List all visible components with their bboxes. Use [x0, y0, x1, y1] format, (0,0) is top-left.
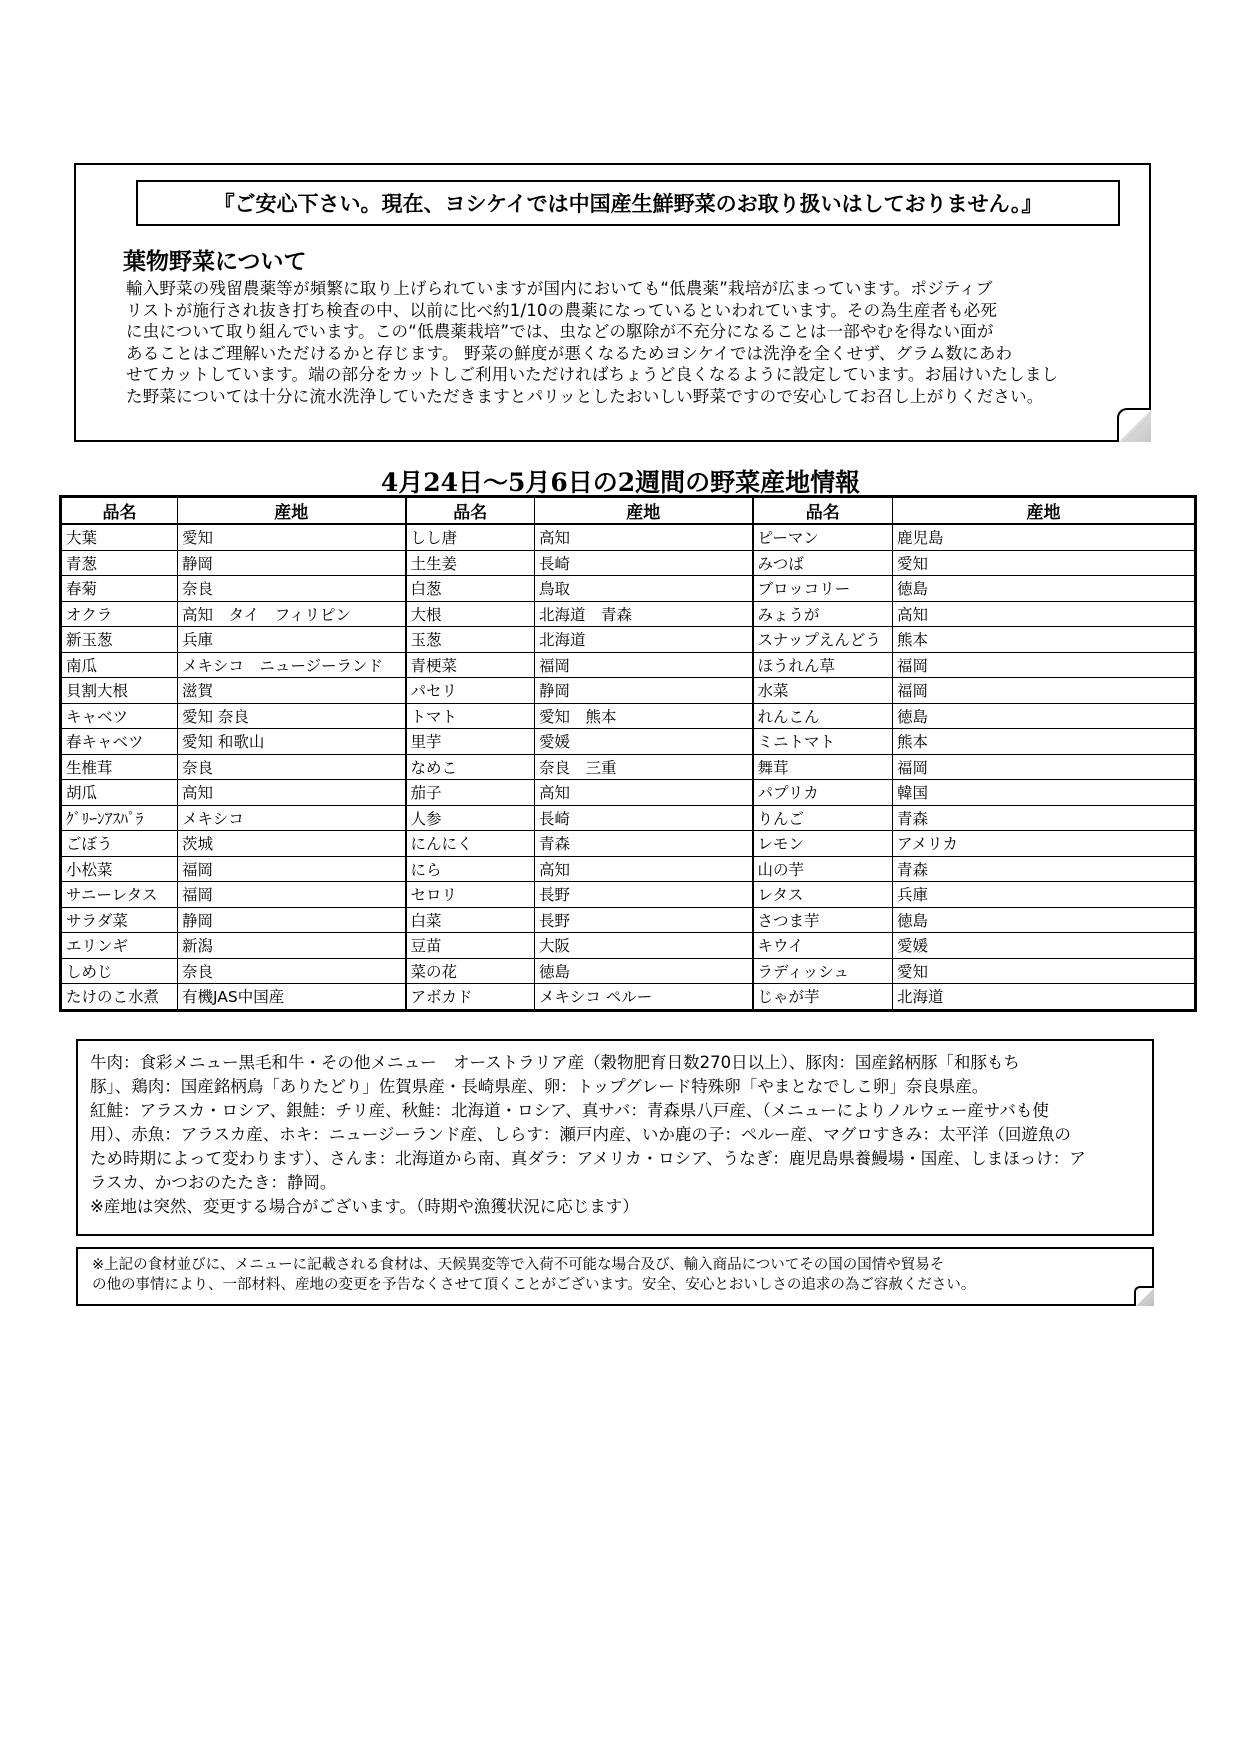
vegetable-name: たけのこ水煮 — [61, 984, 178, 1011]
vegetable-origin: 徳島 — [535, 958, 753, 984]
vegetable-name: みょうが — [753, 601, 893, 627]
vegetable-name: ピーマン — [753, 524, 893, 550]
vegetable-origin: 愛知 和歌山 — [178, 729, 406, 755]
vegetable-name: 生椎茸 — [61, 754, 178, 780]
vegetable-name: しし唐 — [406, 524, 535, 550]
vegetable-origin: 北海道 青森 — [535, 601, 753, 627]
header-origin: 産地 — [535, 497, 753, 525]
vegetable-name: レモン — [753, 831, 893, 857]
vegetable-name: しめじ — [61, 958, 178, 984]
vegetable-origin: 高知 — [535, 856, 753, 882]
vegetable-name: 里芋 — [406, 729, 535, 755]
vegetable-name: 水菜 — [753, 678, 893, 704]
vegetable-name: ごぼう — [61, 831, 178, 857]
vegetable-origin: 兵庫 — [178, 627, 406, 653]
table-row — [61, 907, 1196, 933]
vegetable-name: 大根 — [406, 601, 535, 627]
table-row — [61, 831, 1196, 857]
vegetable-name: 舞茸 — [753, 754, 893, 780]
vegetable-name: 青葱 — [61, 550, 178, 576]
vegetable-name: にら — [406, 856, 535, 882]
vegetable-origin: 青森 — [893, 856, 1196, 882]
vegetable-name: サラダ菜 — [61, 907, 178, 933]
vegetable-origin: 青森 — [893, 805, 1196, 831]
vegetable-origin: 高知 — [535, 780, 753, 806]
vegetable-origin: 長崎 — [535, 550, 753, 576]
fish-line: ラスカ、かつおのたたき：静岡。 — [90, 1173, 337, 1192]
page-curl-decoration — [1117, 408, 1151, 442]
vegetable-name: 茄子 — [406, 780, 535, 806]
vegetable-name: オクラ — [61, 601, 178, 627]
vegetable-name: サニーレタス — [61, 882, 178, 908]
table-row — [61, 780, 1196, 806]
vegetable-name: キウイ — [753, 933, 893, 959]
vegetable-name: エリンギ — [61, 933, 178, 959]
vegetable-name: ブロッコリー — [753, 576, 893, 602]
vegetable-name: 豆苗 — [406, 933, 535, 959]
table-row — [61, 805, 1196, 831]
vegetable-origin: 熊本 — [893, 729, 1196, 755]
vegetable-origin: 青森 — [535, 831, 753, 857]
table-row — [61, 958, 1196, 984]
vegetable-name: 土生姜 — [406, 550, 535, 576]
table-row — [61, 601, 1196, 627]
vegetable-origin: 愛知 — [893, 958, 1196, 984]
vegetable-name: アボカド — [406, 984, 535, 1011]
vegetable-origin: 北海道 — [893, 984, 1196, 1011]
vegetable-name: スナップえんどう — [753, 627, 893, 653]
table-row — [61, 627, 1196, 653]
vegetable-name: ラディッシュ — [753, 958, 893, 984]
vegetable-name: にんにく — [406, 831, 535, 857]
vegetable-origin: アメリカ — [893, 831, 1196, 857]
vegetable-origin: 長野 — [535, 907, 753, 933]
table-row — [61, 933, 1196, 959]
fish-line: 用）、赤魚：アラスカ産、ホキ：ニュージーランド産、しらす：瀬戸内産、いか鹿の子：ペルー産、マグロすきみ：太平洋（回遊魚の — [90, 1125, 1071, 1144]
vegetable-origin: 長野 — [535, 882, 753, 908]
vegetable-name: さつま芋 — [753, 907, 893, 933]
header-name: 品名 — [406, 497, 535, 525]
vegetable-origin: 福岡 — [893, 754, 1196, 780]
vegetable-origin: 大阪 — [535, 933, 753, 959]
vegetable-origin: 北海道 — [535, 627, 753, 653]
vegetable-origin: 福岡 — [535, 652, 753, 678]
vegetable-name: セロリ — [406, 882, 535, 908]
table-row — [61, 729, 1196, 755]
vegetable-origin: 愛媛 — [893, 933, 1196, 959]
vegetable-name: じゃが芋 — [753, 984, 893, 1011]
vegetable-name: キャベツ — [61, 703, 178, 729]
vegetable-origin: 高知 タイ フィリピン — [178, 601, 406, 627]
vegetable-origin: 愛媛 — [535, 729, 753, 755]
vegetable-name: パプリカ — [753, 780, 893, 806]
notice-line: た野菜については十分に流水洗浄していただきますとパリッとしたおいしい野菜ですので安心してお召し上がりください。 — [126, 386, 1044, 406]
header-name: 品名 — [61, 497, 178, 525]
vegetable-origin: 奈良 — [178, 754, 406, 780]
vegetable-origin: 静岡 — [178, 550, 406, 576]
vegetable-name: ｸﾞﾘｰﾝｱｽﾊﾟﾗ — [61, 805, 178, 831]
disclaimer-line: ※上記の食材並びに、メニューに記載される食材は、天候異変等で入荷不可能な場合及び、輸入商品についてその国の国情や貿易そ — [92, 1257, 945, 1273]
notice-line: に虫について取り組んでいます。この“低農薬栽培”では、虫などの駆除が不充分になることは一部やむを得ない面が — [126, 322, 994, 342]
notice-line: リストが施行され抜き打ち検査の中、以前に比べ約1/10の農薬になっているといわれています。その為生産者も必死 — [126, 300, 998, 320]
vegetable-name: 青梗菜 — [406, 652, 535, 678]
vegetable-origin: 徳島 — [893, 907, 1196, 933]
notice-line: せてカットしています。端の部分をカットしご利用いただければちょうど良くなるように設定しています。お届けいたしまし — [126, 365, 1059, 385]
page-curl-decoration — [1134, 1286, 1154, 1306]
vegetable-name: 新玉葱 — [61, 627, 178, 653]
vegetable-name: れんこん — [753, 703, 893, 729]
vegetable-name: ミニトマト — [753, 729, 893, 755]
vegetable-origin: 静岡 — [535, 678, 753, 704]
vegetable-origin: 徳島 — [893, 576, 1196, 602]
table-row — [61, 550, 1196, 576]
disclaimer-line: の他の事情により、一部材料、産地の変更を予告なくさせて頂くことがございます。安全、安心とおいしさの追求の為ご容赦ください。 — [92, 1277, 976, 1293]
table-row — [61, 882, 1196, 908]
vegetable-origin: 奈良 三重 — [535, 754, 753, 780]
vegetable-name: 貝割大根 — [61, 678, 178, 704]
table-row — [61, 856, 1196, 882]
vegetable-name: 小松菜 — [61, 856, 178, 882]
vegetable-origin: 兵庫 — [893, 882, 1196, 908]
vegetable-origin: 熊本 — [893, 627, 1196, 653]
vegetable-origin: 福岡 — [178, 856, 406, 882]
vegetable-origin: 茨城 — [178, 831, 406, 857]
vegetable-name: 胡瓜 — [61, 780, 178, 806]
vegetable-name: 白菜 — [406, 907, 535, 933]
vegetable-origin: 愛知 熊本 — [535, 703, 753, 729]
vegetable-origin: 有機JAS中国産 — [178, 984, 406, 1011]
vegetable-origin: メキシコ ペルー — [535, 984, 753, 1011]
vegetable-origin: メキシコ — [178, 805, 406, 831]
vegetable-name: レタス — [753, 882, 893, 908]
table-row — [61, 678, 1196, 704]
table-title: 4月24日～5月6日の2週間の野菜産地情報 — [380, 468, 861, 497]
vegetable-origin-table — [59, 495, 1197, 1012]
table-header-row — [61, 497, 1196, 525]
vegetable-origin: 愛知 — [178, 524, 406, 550]
section-title: 葉物野菜について — [123, 249, 307, 275]
vegetable-name: なめこ — [406, 754, 535, 780]
table-row — [61, 984, 1196, 1011]
notice-line: あることはご理解いただけるかと存じます。 野菜の鮮度が悪くなるためヨシケイでは洗浄を全くせず、グラム数にあわ — [126, 343, 1013, 363]
vegetable-origin: 鹿児島 — [893, 524, 1196, 550]
table-row — [61, 576, 1196, 602]
vegetable-origin: 愛知 — [893, 550, 1196, 576]
header-origin: 産地 — [893, 497, 1196, 525]
table-row — [61, 754, 1196, 780]
vegetable-origin: 徳島 — [893, 703, 1196, 729]
vegetable-name: 大葉 — [61, 524, 178, 550]
vegetable-origin: 奈良 — [178, 576, 406, 602]
vegetable-origin: 韓国 — [893, 780, 1196, 806]
vegetable-name: 春キャベツ — [61, 729, 178, 755]
vegetable-name: 人参 — [406, 805, 535, 831]
meat-fish-origin-box — [76, 1039, 1154, 1236]
vegetable-origin: 愛知 奈良 — [178, 703, 406, 729]
vegetable-origin: 高知 — [893, 601, 1196, 627]
notice-box — [74, 163, 1151, 442]
table-row — [61, 524, 1196, 550]
meat-line: 牛肉：食彩メニュー黒毛和牛・その他メニュー オーストラリア産（穀物肥育日数270日以上）、豚肉：国産銘柄豚「和豚もち — [90, 1053, 1020, 1072]
vegetable-origin: メキシコ ニュージーランド — [178, 652, 406, 678]
header-origin: 産地 — [178, 497, 406, 525]
vegetable-origin: 滋賀 — [178, 678, 406, 704]
table-row — [61, 652, 1196, 678]
vegetable-origin: 静岡 — [178, 907, 406, 933]
vegetable-origin: 高知 — [535, 524, 753, 550]
notice-body — [126, 278, 1146, 408]
vegetable-name: 春菊 — [61, 576, 178, 602]
vegetable-name: 菜の花 — [406, 958, 535, 984]
vegetable-origin: 鳥取 — [535, 576, 753, 602]
vegetable-name: 山の芋 — [753, 856, 893, 882]
vegetable-name: りんご — [753, 805, 893, 831]
header-name: 品名 — [753, 497, 893, 525]
vegetable-origin: 長崎 — [535, 805, 753, 831]
vegetable-name: トマト — [406, 703, 535, 729]
vegetable-name: ほうれん草 — [753, 652, 893, 678]
vegetable-name: パセリ — [406, 678, 535, 704]
fish-line: ため時期によって変わります）、さんま：北海道から南、真ダラ：アメリカ・ロシア、うなぎ：鹿児島県養鰻場・国産、しまほっけ：ア — [90, 1149, 1086, 1168]
vegetable-name: 南瓜 — [61, 652, 178, 678]
vegetable-origin: 福岡 — [178, 882, 406, 908]
vegetable-name: みつば — [753, 550, 893, 576]
fish-line: 紅鮭：アラスカ・ロシア、銀鮭：チリ産、秋鮭：北海道・ロシア、真サバ：青森県八戸産、（メニューによりノルウェー産サバも使 — [90, 1101, 1049, 1120]
vegetable-name: 白葱 — [406, 576, 535, 602]
vegetable-origin: 福岡 — [893, 678, 1196, 704]
notice-line: 輸入野菜の残留農薬等が頻繁に取り上げられていますが国内においても“低農薬”栽培が広まっています。ポジティブ — [126, 279, 993, 298]
vegetable-origin: 奈良 — [178, 958, 406, 984]
vegetable-origin: 福岡 — [893, 652, 1196, 678]
origin-change-note: ※産地は突然、変更する場合がございます。（時期や漁獲状況に応じます） — [90, 1197, 639, 1216]
disclaimer-box — [76, 1247, 1154, 1306]
vegetable-origin: 新潟 — [178, 933, 406, 959]
vegetable-name: 玉葱 — [406, 627, 535, 653]
headline: 『ご安心下さい。現在、ヨシケイでは中国産生鮮野菜のお取り扱いはしておりません。』 — [136, 180, 1120, 226]
table-row — [61, 703, 1196, 729]
vegetable-origin: 高知 — [178, 780, 406, 806]
meat-line: 豚」、鶏肉：国産銘柄鳥「ありたどり」佐賀県産・長崎県産、卵：トップグレード特殊卵「やまとなでしこ卵」奈良県産。 — [90, 1077, 989, 1096]
